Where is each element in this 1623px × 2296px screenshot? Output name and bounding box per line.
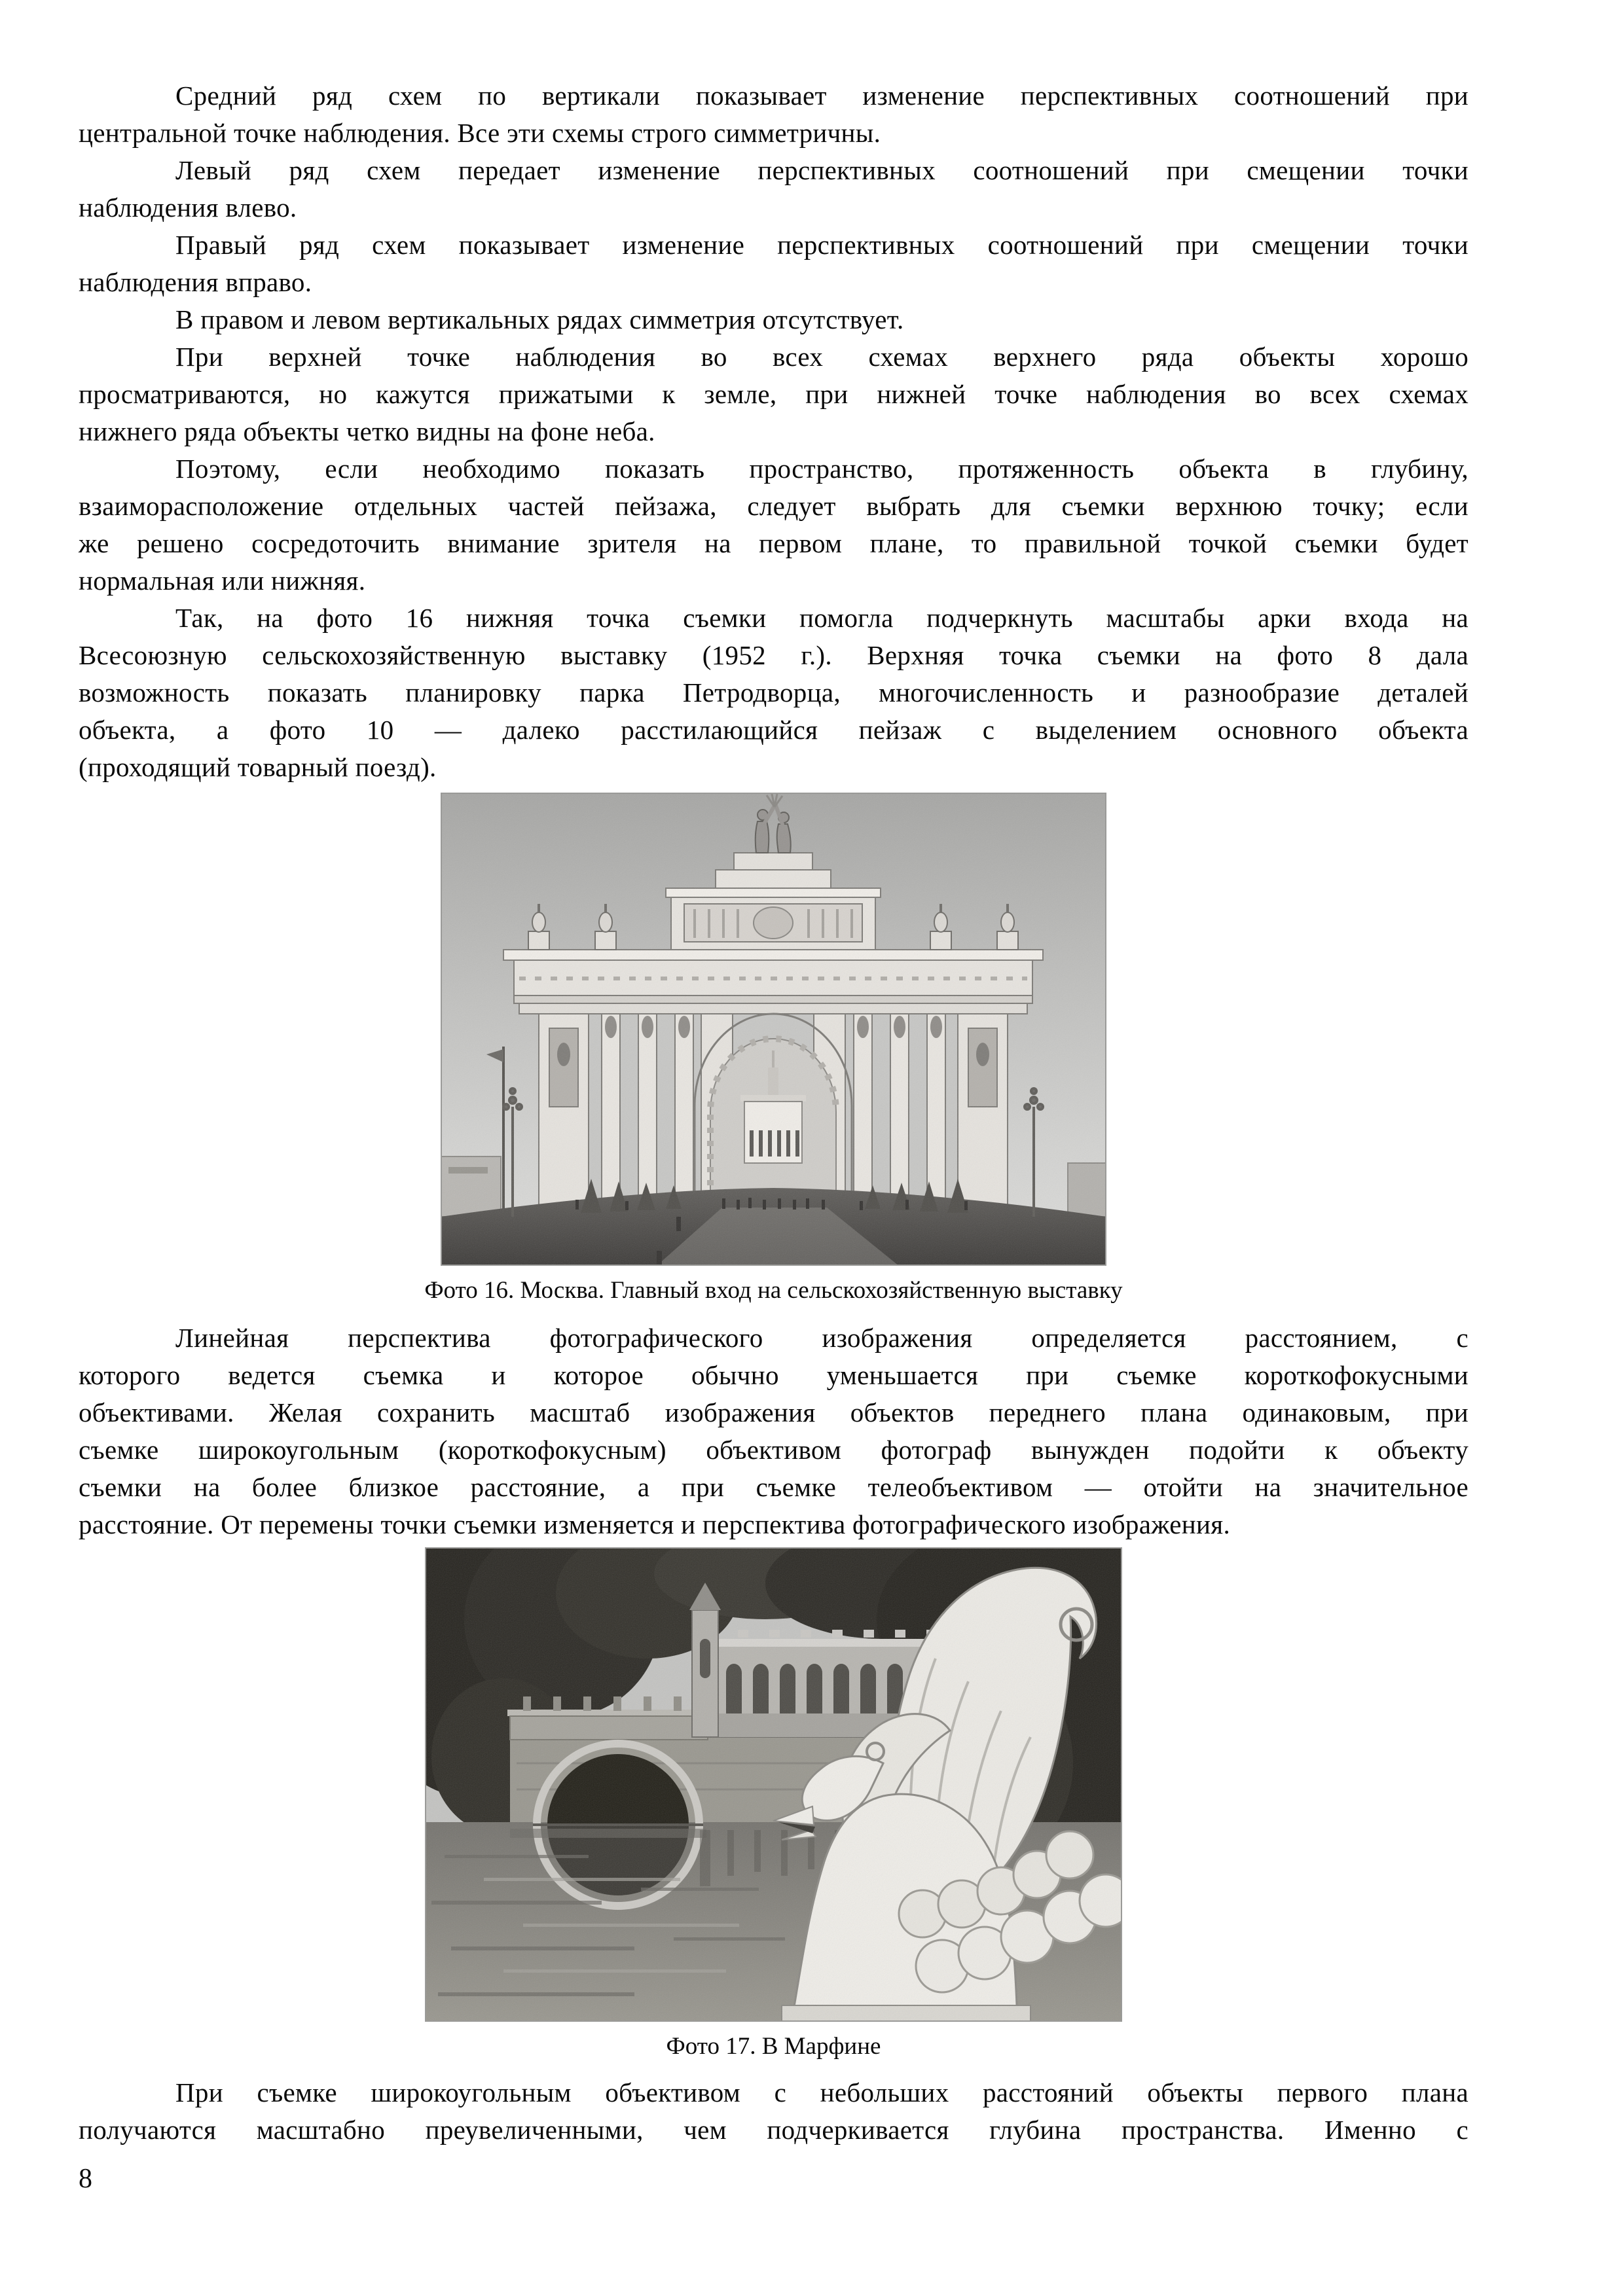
photo-17	[79, 1547, 1468, 2062]
photo-16-caption: Фото 16. Москва. Главный вход на сельскохозяйственную выставку	[424, 1277, 1123, 1304]
photo-16-image	[441, 793, 1106, 1266]
photo-16	[79, 793, 1468, 1306]
photo-grain	[425, 1547, 1122, 2022]
page-number: 8	[79, 2164, 92, 2194]
paragraph: При съемке широкоугольным объективом с небольших расстояний объекты первого плана получаются масштабно преувеличенными, чем подчеркивается глубина пространства. Именно с	[79, 2077, 1468, 2145]
paragraph: Средний ряд схем по вертикали показывает изменение перспективных соотношений при центральной точке наблюдения. Все эти схемы строго симметричны.	[79, 81, 1468, 148]
paragraph: Правый ряд схем показывает изменение перспективных соотношений при смещении точки наблюдения вправо.	[79, 230, 1468, 297]
photo-grain	[441, 793, 1106, 1266]
photo-17-image	[425, 1547, 1122, 2022]
paragraph: При верхней точке наблюдения во всех схемах верхнего ряда объекты хорошо просматриваются, но кажутся прижатыми к земле, при нижней точке наблюдения во всех схемах нижнего ряда объекты четко видны на фоне неба.	[79, 342, 1468, 446]
paragraph: Так, на фото 16 нижняя точка съемки помогла подчеркнуть масштабы арки входа на Всесоюзную сельскохозяйственную выставку (1952 г.). Верхняя точка съемки на фото 8 дала возможность показать планировку парка Петродворца, многочисленность и разнообразие деталей объекта, а фото 10 — далеко расстилающийся пейзаж с выделением основного объекта (проходящий товарный поезд).	[79, 603, 1468, 782]
photo-17-caption: Фото 17. В Марфине	[666, 2033, 881, 2060]
paragraph: В правом и левом вертикальных рядах симметрия отсутствует.	[175, 304, 904, 334]
paragraph: Линейная перспектива фотографического изображения определяется расстоянием, с которого ведется съемка и которое обычно уменьшается при съемке короткофокусными объективами. Желая сохранить масштаб изображения объектов переднего плана одинаковым, при съемке широкоугольным (короткофокусным) объективом фотограф вынужден подойти к объекту съемки на более близкое расстояние, а при съемке телеобъективом — отойти на значительное расстояние. От перемены точки съемки изменяется и перспектива фотографического изображения.	[79, 1323, 1468, 1539]
paragraph: Поэтому, если необходимо показать пространство, протяженность объекта в глубину, взаиморасположение отдельных частей пейзажа, следует выбрать для съемки верхнюю точку; если же решено сосредоточить внимание зрителя на первом плане, то правильной точкой съемки будет нормальная или нижняя.	[79, 454, 1468, 596]
paragraph: Левый ряд схем передает изменение перспективных соотношений при смещении точки наблюдения влево.	[79, 155, 1468, 223]
